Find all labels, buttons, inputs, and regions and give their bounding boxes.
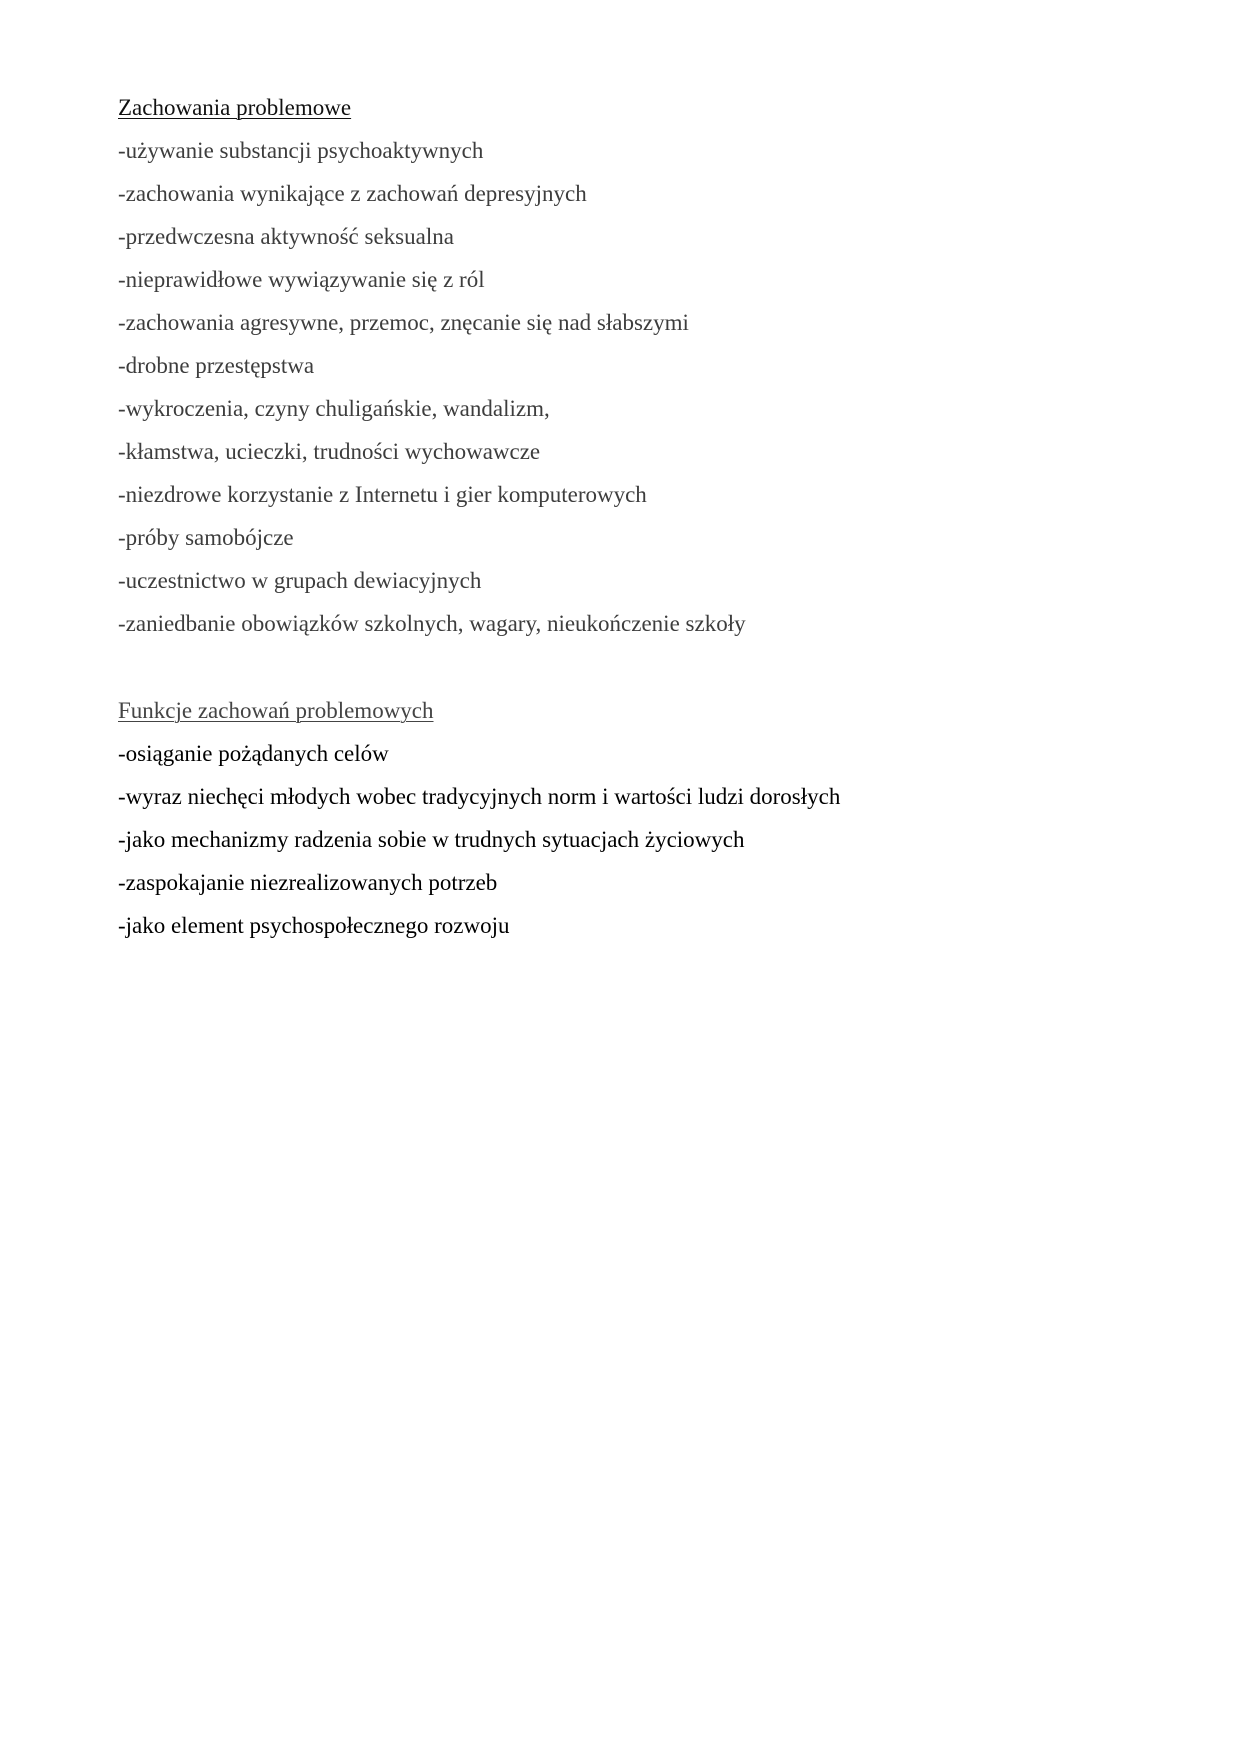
list-item: -zaspokajanie niezrealizowanych potrzeb bbox=[118, 870, 498, 895]
list-item: -próby samobójcze bbox=[118, 525, 294, 550]
list-item: -jako element psychospołecznego rozwoju bbox=[118, 913, 510, 938]
list-item: -wyraz niechęci młodych wobec tradycyjnych norm i wartości ludzi dorosłych bbox=[118, 784, 841, 809]
list-item: -jako mechanizmy radzenia sobie w trudnych sytuacjach życiowych bbox=[118, 827, 745, 852]
problem-behaviors-list bbox=[118, 129, 746, 645]
list-item: -używanie substancji psychoaktywnych bbox=[118, 138, 484, 163]
list-item: -przedwczesna aktywność seksualna bbox=[118, 224, 454, 249]
list-item: -nieprawidłowe wywiązywanie się z ról bbox=[118, 267, 485, 292]
list-item: -zachowania wynikające z zachowań depresyjnych bbox=[118, 181, 587, 206]
functions-section bbox=[118, 689, 840, 947]
list-item: -zachowania agresywne, przemoc, znęcanie się nad słabszymi bbox=[118, 310, 689, 335]
list-item: -wykroczenia, czyny chuligańskie, wandalizm, bbox=[118, 396, 550, 421]
list-item: -osiąganie pożądanych celów bbox=[118, 741, 389, 766]
problem-behaviors-section bbox=[118, 86, 746, 645]
list-item: -drobne przestępstwa bbox=[118, 353, 315, 378]
problem-behaviors-heading: Zachowania problemowe bbox=[118, 95, 352, 120]
functions-list bbox=[118, 732, 840, 947]
list-item: -uczestnictwo w grupach dewiacyjnych bbox=[118, 568, 482, 593]
list-item: -niezdrowe korzystanie z Internetu i gier komputerowych bbox=[118, 482, 647, 507]
functions-heading: Funkcje zachowań problemowych bbox=[118, 698, 434, 723]
list-item: -zaniedbanie obowiązków szkolnych, wagary, nieukończenie szkoły bbox=[118, 611, 746, 636]
list-item: -kłamstwa, ucieczki, trudności wychowawcze bbox=[118, 439, 541, 464]
